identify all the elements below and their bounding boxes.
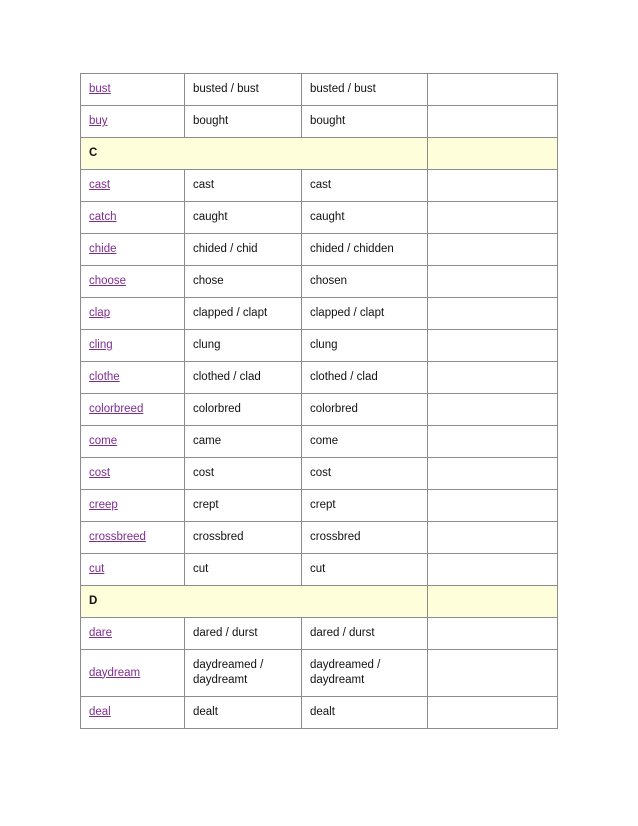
past-simple-cell: clothed / clad	[185, 362, 302, 394]
past-simple-cell: cast	[185, 170, 302, 202]
past-participle-cell: clung	[302, 330, 428, 362]
base-form-cell	[81, 490, 185, 522]
past-simple-cell: bought	[185, 106, 302, 138]
base-form-cell	[81, 458, 185, 490]
empty-cell	[428, 426, 558, 458]
past-simple-cell: colorbred	[185, 394, 302, 426]
table-row	[81, 618, 558, 650]
past-participle-cell: dealt	[302, 697, 428, 729]
table-row	[81, 202, 558, 234]
empty-cell	[428, 522, 558, 554]
table-row	[81, 522, 558, 554]
table-row	[81, 106, 558, 138]
past-simple-cell: crossbred	[185, 522, 302, 554]
empty-cell	[428, 458, 558, 490]
base-form-cell	[81, 394, 185, 426]
empty-cell	[428, 554, 558, 586]
past-participle-cell: cut	[302, 554, 428, 586]
section-letter: C	[81, 138, 428, 170]
verb-link[interactable]: clap	[89, 307, 111, 319]
past-participle-cell: caught	[302, 202, 428, 234]
base-form-cell	[81, 106, 185, 138]
past-participle-cell: cast	[302, 170, 428, 202]
base-form-cell	[81, 170, 185, 202]
past-simple-cell: chided / chid	[185, 234, 302, 266]
base-form-cell	[81, 362, 185, 394]
past-participle-cell: colorbred	[302, 394, 428, 426]
empty-cell	[428, 74, 558, 106]
empty-cell	[428, 697, 558, 729]
verb-link[interactable]: daydream	[89, 666, 141, 679]
section-empty-cell	[428, 586, 558, 618]
table-row	[81, 234, 558, 266]
table-row	[81, 697, 558, 729]
empty-cell	[428, 618, 558, 650]
verb-link[interactable]: cut	[89, 563, 105, 575]
section-letter: D	[81, 586, 428, 618]
empty-cell	[428, 202, 558, 234]
empty-cell	[428, 234, 558, 266]
table-row	[81, 490, 558, 522]
table-row	[81, 426, 558, 458]
table-body	[81, 74, 558, 729]
empty-cell	[428, 298, 558, 330]
past-participle-cell: chosen	[302, 266, 428, 298]
verb-link[interactable]: dare	[89, 627, 113, 639]
past-simple-cell: crept	[185, 490, 302, 522]
past-simple-cell: busted / bust	[185, 74, 302, 106]
past-participle-cell: clothed / clad	[302, 362, 428, 394]
table-row	[81, 298, 558, 330]
empty-cell	[428, 490, 558, 522]
empty-cell	[428, 330, 558, 362]
verb-link[interactable]: creep	[89, 499, 118, 511]
base-form-cell	[81, 330, 185, 362]
past-participle-cell: chided / chidden	[302, 234, 428, 266]
table-row	[81, 554, 558, 586]
empty-cell	[428, 170, 558, 202]
past-simple-cell: chose	[185, 266, 302, 298]
irregular-verbs-table	[80, 73, 558, 729]
verb-link[interactable]: clothe	[89, 371, 120, 383]
past-simple-cell: daydreamed / daydreamt	[185, 650, 302, 697]
past-participle-cell: daydreamed / daydreamt	[302, 650, 428, 697]
past-participle-cell: busted / bust	[302, 74, 428, 106]
verb-link[interactable]: bust	[89, 83, 111, 95]
base-form-cell	[81, 522, 185, 554]
past-simple-cell: dared / durst	[185, 618, 302, 650]
base-form-cell	[81, 266, 185, 298]
base-form-cell	[81, 74, 185, 106]
past-simple-cell: cost	[185, 458, 302, 490]
past-participle-cell: come	[302, 426, 428, 458]
table-row	[81, 74, 558, 106]
past-participle-cell: crept	[302, 490, 428, 522]
past-simple-cell: caught	[185, 202, 302, 234]
past-participle-cell: crossbred	[302, 522, 428, 554]
base-form-cell	[81, 554, 185, 586]
verb-link[interactable]: cast	[89, 179, 111, 191]
verb-link[interactable]: colorbreed	[89, 403, 144, 415]
past-participle-cell: bought	[302, 106, 428, 138]
table-row	[81, 170, 558, 202]
past-simple-cell: clapped / clapt	[185, 298, 302, 330]
base-form-cell	[81, 697, 185, 729]
base-form-cell	[81, 618, 185, 650]
verb-link[interactable]: catch	[89, 211, 117, 223]
empty-cell	[428, 650, 558, 697]
table-row	[81, 650, 558, 697]
past-simple-cell: cut	[185, 554, 302, 586]
base-form-cell	[81, 426, 185, 458]
verb-link[interactable]: chide	[89, 243, 117, 255]
verb-link[interactable]: cling	[89, 339, 113, 351]
past-participle-cell: dared / durst	[302, 618, 428, 650]
base-form-cell	[81, 298, 185, 330]
empty-cell	[428, 362, 558, 394]
verb-link[interactable]: buy	[89, 115, 108, 127]
verb-link[interactable]: cost	[89, 467, 111, 479]
verb-link[interactable]: crossbreed	[89, 531, 146, 543]
past-simple-cell: clung	[185, 330, 302, 362]
verb-link[interactable]: come	[89, 435, 118, 447]
table-row	[81, 458, 558, 490]
empty-cell	[428, 266, 558, 298]
table-row	[81, 330, 558, 362]
section-header-row	[81, 586, 558, 618]
table-row	[81, 362, 558, 394]
past-participle-cell: cost	[302, 458, 428, 490]
base-form-cell	[81, 202, 185, 234]
verb-link[interactable]: choose	[89, 275, 127, 287]
table-row	[81, 394, 558, 426]
section-header-row	[81, 138, 558, 170]
table-row	[81, 266, 558, 298]
section-empty-cell	[428, 138, 558, 170]
past-simple-cell: came	[185, 426, 302, 458]
empty-cell	[428, 106, 558, 138]
base-form-cell	[81, 234, 185, 266]
empty-cell	[428, 394, 558, 426]
base-form-cell	[81, 650, 185, 697]
past-participle-cell: clapped / clapt	[302, 298, 428, 330]
past-simple-cell: dealt	[185, 697, 302, 729]
verb-link[interactable]: deal	[89, 706, 111, 718]
